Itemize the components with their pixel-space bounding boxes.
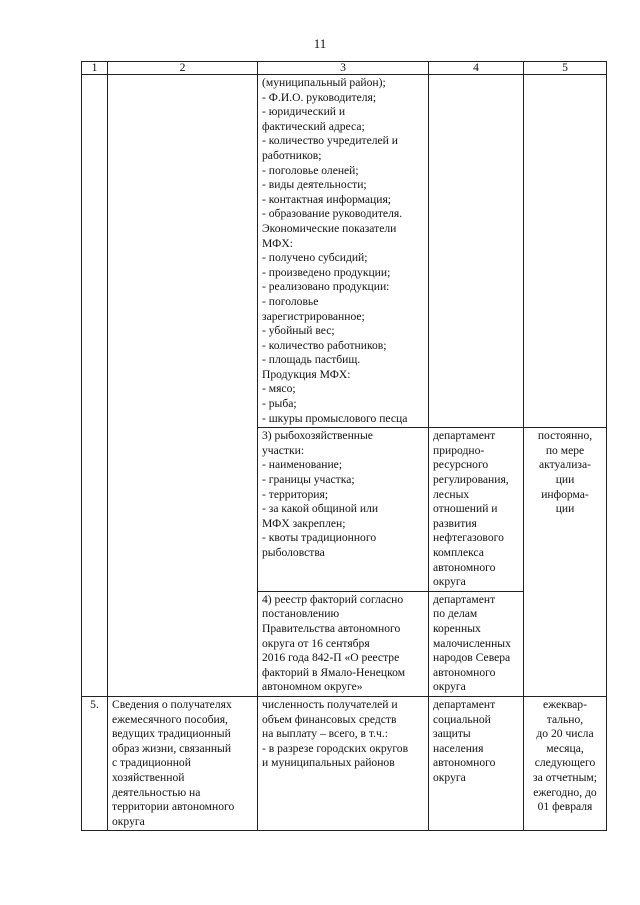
text-line: - виды деятельности; xyxy=(262,178,367,192)
term-cell xyxy=(524,696,607,830)
text-line: 3) рыбохозяйственные xyxy=(262,429,373,443)
text-line: образ жизни, связанный xyxy=(112,741,232,755)
text-line: - площадь пастбищ. xyxy=(262,353,361,367)
text-line: ции xyxy=(555,502,575,516)
text-line: ежемесячного пособия, xyxy=(112,712,228,726)
text-line: Правительства автономного xyxy=(262,621,401,635)
indicator-name-cell xyxy=(108,696,258,830)
text-line: нефтегазового xyxy=(433,531,504,545)
text-line: департамент xyxy=(433,429,496,443)
column-header: 3 xyxy=(258,62,429,75)
text-line: - контактная информация; xyxy=(262,192,391,206)
text-line: ежеквар- xyxy=(543,697,587,711)
text-line: защиты xyxy=(433,727,471,741)
text-line: населения xyxy=(433,741,484,755)
text-line: фактический адреса; xyxy=(262,119,365,133)
text-line: - количество учредителей и xyxy=(262,134,398,148)
text-line: - мясо; xyxy=(262,382,296,396)
text-line: рыболовства xyxy=(262,546,325,559)
text-line: ежегодно, до xyxy=(533,785,597,799)
indicator-name-cell xyxy=(108,75,258,697)
text-line: месяца, xyxy=(546,741,584,755)
text-line: автономном округе» xyxy=(262,680,363,694)
text-line: МФХ: xyxy=(262,236,293,250)
text-line: информа- xyxy=(541,487,589,501)
text-line: - Ф.И.О. руководителя; xyxy=(262,90,377,104)
text-line: тально, xyxy=(546,712,584,726)
text-line: природно- xyxy=(433,443,485,457)
text-line: Продукция МФХ: xyxy=(262,367,351,381)
table-row xyxy=(82,75,607,428)
table-header-row xyxy=(82,62,607,75)
text-line: постоянно, xyxy=(537,429,593,443)
text-line: работников; xyxy=(262,148,322,162)
row-number-cell xyxy=(82,75,108,697)
content-cell xyxy=(258,428,429,592)
column-header: 5 xyxy=(524,62,607,75)
term-cell xyxy=(524,428,607,697)
term-cell xyxy=(524,75,607,428)
text-line: малочисленных xyxy=(433,636,511,650)
text-line: регулирования, xyxy=(433,473,509,487)
text-line: - в разрезе городских округов xyxy=(262,741,409,755)
text-line: хозяйственной xyxy=(112,770,185,784)
content-cell xyxy=(258,75,429,428)
text-line: по делам xyxy=(433,607,478,621)
text-line: ресурсного xyxy=(433,458,489,472)
text-line: 01 февраля xyxy=(537,800,593,814)
text-line: - поголовье xyxy=(262,294,319,308)
text-line: округа xyxy=(433,770,466,784)
text-line: - территория; xyxy=(262,487,329,501)
table-row xyxy=(82,696,607,830)
text-line: ции xyxy=(555,473,575,487)
text-line: и муниципальных районов xyxy=(262,756,395,770)
text-line: по мере xyxy=(545,443,585,457)
department-cell xyxy=(429,75,524,428)
page-number: 11 xyxy=(313,36,327,51)
text-line: - количество работников; xyxy=(262,338,387,352)
text-line: Сведения о получателях xyxy=(112,697,232,711)
text-line: зарегистрированное; xyxy=(262,309,365,323)
text-line: - границы участка; xyxy=(262,473,355,487)
text-line: лесных xyxy=(433,487,470,501)
text-line: 4) реестр факторий согласно xyxy=(262,592,404,606)
text-line: коренных xyxy=(433,621,481,635)
text-line: округа xyxy=(433,680,466,694)
text-line: отношений и xyxy=(433,502,498,516)
text-line: территории автономного xyxy=(112,800,235,814)
column-header: 2 xyxy=(108,62,258,75)
content-cell xyxy=(258,696,429,830)
row-number-cell: 5. xyxy=(82,696,108,830)
text-line: комплекса xyxy=(433,546,484,559)
text-line: следующего xyxy=(534,756,596,770)
text-line: - произведено продукции; xyxy=(262,265,391,279)
text-line: автономного xyxy=(433,756,496,770)
text-line: - за какой общиной или xyxy=(262,502,379,516)
text-line: округа xyxy=(433,575,466,589)
text-line: - получено субсидий; xyxy=(262,251,368,265)
column-header: 1 xyxy=(82,62,108,75)
text-line: округа от 16 сентября xyxy=(262,636,370,650)
text-line: - наименование; xyxy=(262,458,343,472)
text-line: автономного xyxy=(433,665,496,679)
text-line: - квоты традиционного xyxy=(262,531,377,545)
text-line: Экономические показатели xyxy=(262,221,397,235)
text-line: ведущих традиционный xyxy=(112,727,231,741)
text-line: численность получателей и xyxy=(262,697,398,711)
document-table xyxy=(81,61,607,831)
text-line: округа xyxy=(112,814,145,828)
text-line: 2016 года 842-П «О реестре xyxy=(262,651,400,665)
text-line: - образование руководителя. xyxy=(262,207,403,221)
content-cell xyxy=(258,591,429,696)
text-line: департамент xyxy=(433,592,496,606)
text-line: факторий в Ямало-Ненецком xyxy=(262,665,406,679)
text-line: народов Севера xyxy=(433,651,511,665)
text-line: МФХ закреплен; xyxy=(262,516,346,530)
text-line: развития xyxy=(433,516,477,530)
department-cell xyxy=(429,591,524,696)
text-line: - рыба; xyxy=(262,397,297,411)
text-line: (муниципальный район); xyxy=(262,76,386,89)
text-line: постановлению xyxy=(262,607,340,621)
department-cell xyxy=(429,696,524,830)
column-header: 4 xyxy=(429,62,524,75)
text-line: деятельностью на xyxy=(112,785,201,799)
text-line: социальной xyxy=(433,712,491,726)
text-line: - шкуры промыслового песца xyxy=(262,411,408,425)
text-line: - реализовано продукции: xyxy=(262,280,390,294)
text-line: до 20 числа xyxy=(536,727,594,741)
text-line: с традиционной xyxy=(112,756,191,770)
text-line: автономного xyxy=(433,560,496,574)
text-line: объем финансовых средств xyxy=(262,712,397,726)
text-line: департамент xyxy=(433,697,496,711)
department-cell xyxy=(429,428,524,592)
text-line: - поголовье оленей; xyxy=(262,163,359,177)
text-line: за отчетным; xyxy=(533,770,597,784)
text-line: на выплату – всего, в т.ч.: xyxy=(262,727,388,741)
text-line: - юридический и xyxy=(262,105,346,119)
text-line: актуализа- xyxy=(538,458,591,472)
text-line: - убойный вес; xyxy=(262,324,335,338)
text-line: участки: xyxy=(262,443,305,457)
